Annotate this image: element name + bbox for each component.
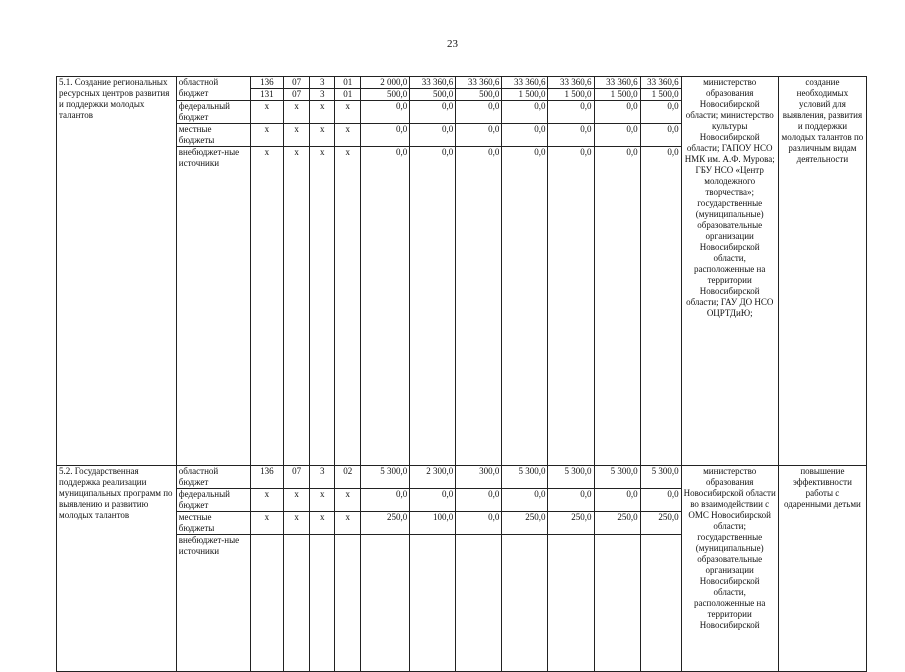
value-cell: 0,0 xyxy=(502,101,548,124)
source-cell: областной бюджет xyxy=(176,77,250,101)
value-cell: 5 300,0 xyxy=(640,466,681,489)
value-cell: 0,0 xyxy=(594,147,640,466)
code-cell: х xyxy=(250,101,284,124)
value-cell: 0,0 xyxy=(456,147,502,466)
code-cell: 3 xyxy=(309,77,335,89)
value-cell: 250,0 xyxy=(502,512,548,535)
value-cell: 0,0 xyxy=(548,489,594,512)
value-cell: 250,0 xyxy=(640,512,681,535)
code-cell: х xyxy=(284,489,310,512)
code-cell xyxy=(250,535,284,672)
code-cell: 01 xyxy=(335,77,361,89)
value-cell: 0,0 xyxy=(410,489,456,512)
value-cell: 5 300,0 xyxy=(361,466,410,489)
value-cell: 33 360,6 xyxy=(456,77,502,89)
value-cell: 5 300,0 xyxy=(594,466,640,489)
budget-table xyxy=(56,76,867,672)
value-cell: 0,0 xyxy=(410,101,456,124)
code-cell: 131 xyxy=(250,89,284,101)
value-cell: 0,0 xyxy=(456,489,502,512)
value-cell: 5 300,0 xyxy=(548,466,594,489)
value-cell xyxy=(594,535,640,672)
code-cell: 01 xyxy=(335,89,361,101)
value-cell: 0,0 xyxy=(594,489,640,512)
source-cell: федеральный бюджет xyxy=(176,101,250,124)
code-cell: 07 xyxy=(284,466,310,489)
value-cell: 1 500,0 xyxy=(502,89,548,101)
value-cell: 1 500,0 xyxy=(640,89,681,101)
code-cell: х xyxy=(335,512,361,535)
code-cell: х xyxy=(309,101,335,124)
value-cell: 300,0 xyxy=(456,466,502,489)
value-cell: 250,0 xyxy=(361,512,410,535)
value-cell: 250,0 xyxy=(548,512,594,535)
value-cell: 1 500,0 xyxy=(594,89,640,101)
source-cell: местные бюджеты xyxy=(176,512,250,535)
code-cell: 3 xyxy=(309,466,335,489)
code-cell: х xyxy=(309,489,335,512)
value-cell: 0,0 xyxy=(410,124,456,147)
result-cell: повышение эффективности работы с одаренными детьми xyxy=(778,466,866,672)
code-cell: 136 xyxy=(250,466,284,489)
value-cell: 2 300,0 xyxy=(410,466,456,489)
code-cell: х xyxy=(284,512,310,535)
value-cell: 33 360,6 xyxy=(502,77,548,89)
code-cell: х xyxy=(284,101,310,124)
code-cell xyxy=(309,535,335,672)
value-cell: 0,0 xyxy=(502,147,548,466)
code-cell: х xyxy=(335,489,361,512)
value-cell: 33 360,6 xyxy=(594,77,640,89)
value-cell: 0,0 xyxy=(548,147,594,466)
code-cell: х xyxy=(250,147,284,466)
value-cell: 0,0 xyxy=(548,101,594,124)
value-cell: 500,0 xyxy=(361,89,410,101)
value-cell: 0,0 xyxy=(361,124,410,147)
code-cell: х xyxy=(309,124,335,147)
value-cell xyxy=(456,535,502,672)
code-cell: 3 xyxy=(309,89,335,101)
value-cell xyxy=(410,535,456,672)
value-cell: 33 360,6 xyxy=(410,77,456,89)
value-cell: 0,0 xyxy=(640,489,681,512)
code-cell: х xyxy=(335,147,361,466)
executors-cell: министерство образования Новосибирской области во взаимодействии с ОМС Новосибирской области; государственные (муниципальные) образовательные организации Новосибирской области, расположенные на территории Новосибирской xyxy=(681,466,778,672)
value-cell xyxy=(361,535,410,672)
source-cell: областной бюджет xyxy=(176,466,250,489)
source-cell: местные бюджеты xyxy=(176,124,250,147)
value-cell: 0,0 xyxy=(456,101,502,124)
page-number: 23 xyxy=(447,38,458,50)
value-cell: 0,0 xyxy=(456,124,502,147)
value-cell: 500,0 xyxy=(410,89,456,101)
table-row xyxy=(57,77,867,89)
value-cell: 0,0 xyxy=(640,147,681,466)
code-cell: 07 xyxy=(284,89,310,101)
code-cell: х xyxy=(335,124,361,147)
value-cell: 250,0 xyxy=(594,512,640,535)
source-cell: федеральный бюджет xyxy=(176,489,250,512)
value-cell: 0,0 xyxy=(640,101,681,124)
value-cell: 2 000,0 xyxy=(361,77,410,89)
value-cell: 0,0 xyxy=(594,124,640,147)
measure-cell: 5.1. Создание региональных ресурсных центров развития и поддержки молодых талантов xyxy=(57,77,177,466)
value-cell: 0,0 xyxy=(361,489,410,512)
value-cell: 33 360,6 xyxy=(548,77,594,89)
code-cell: 02 xyxy=(335,466,361,489)
value-cell: 100,0 xyxy=(410,512,456,535)
code-cell: х xyxy=(335,101,361,124)
source-cell: внебюджет-ные источники xyxy=(176,535,250,672)
value-cell: 5 300,0 xyxy=(502,466,548,489)
value-cell: 0,0 xyxy=(548,124,594,147)
table-row xyxy=(57,466,867,489)
code-cell: х xyxy=(309,512,335,535)
value-cell: 33 360,6 xyxy=(640,77,681,89)
code-cell xyxy=(284,535,310,672)
code-cell: х xyxy=(309,147,335,466)
value-cell: 0,0 xyxy=(640,124,681,147)
code-cell: 136 xyxy=(250,77,284,89)
value-cell xyxy=(548,535,594,672)
code-cell: х xyxy=(284,124,310,147)
value-cell: 1 500,0 xyxy=(548,89,594,101)
code-cell xyxy=(335,535,361,672)
value-cell: 0,0 xyxy=(502,124,548,147)
value-cell: 500,0 xyxy=(456,89,502,101)
measure-cell: 5.2. Государственная поддержка реализации муниципальных программ по выявлению и развитию молодых талантов xyxy=(57,466,177,672)
value-cell: 0,0 xyxy=(594,101,640,124)
source-cell: внебюджет-ные источники xyxy=(176,147,250,466)
result-cell: создание необходимых условий для выявления, развития и поддержки молодых талантов по различным видам деятельности xyxy=(778,77,866,466)
value-cell: 0,0 xyxy=(361,101,410,124)
code-cell: х xyxy=(250,124,284,147)
table-body xyxy=(57,77,867,672)
value-cell xyxy=(502,535,548,672)
code-cell: х xyxy=(284,147,310,466)
code-cell: х xyxy=(250,489,284,512)
executors-cell: министерство образования Новосибирской области; министерство культуры Новосибирской области; ГАПОУ НСО НМК им. А.Ф. Мурова; ГБУ НСО «Центр молодежного творчества»; государственные (муниципальные) образовательные организации Новосибирской области, расположенные на территории Новосибирской области; ГАУ ДО НСО ОЦРТДиЮ; xyxy=(681,77,778,466)
value-cell: 0,0 xyxy=(502,489,548,512)
value-cell: 0,0 xyxy=(456,512,502,535)
value-cell xyxy=(640,535,681,672)
code-cell: х xyxy=(250,512,284,535)
value-cell: 0,0 xyxy=(361,147,410,466)
value-cell: 0,0 xyxy=(410,147,456,466)
code-cell: 07 xyxy=(284,77,310,89)
